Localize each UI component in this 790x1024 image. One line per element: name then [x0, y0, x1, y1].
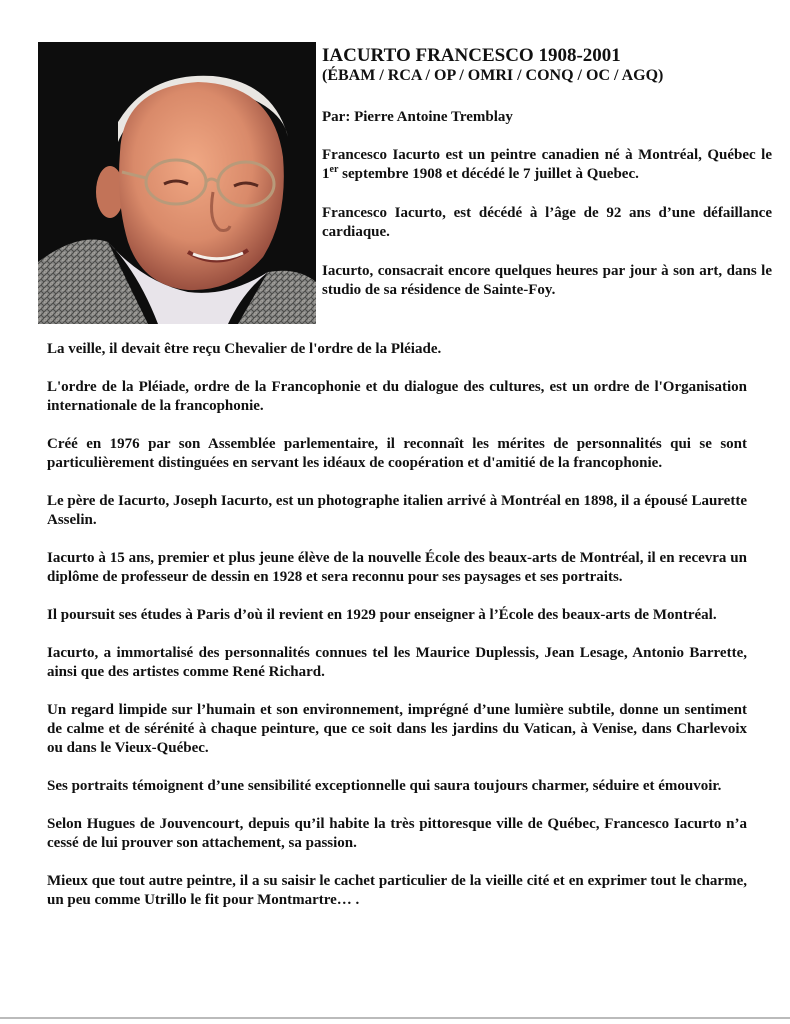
intro-text-1a: Francesco Iacurto est un peintre canadien né à Montréal, Québec le 1 — [322, 147, 772, 182]
paragraph: Un regard limpide sur l’humain et son environnement, imprégné d’une lumière subtile, donne un sentiment de calme et de sérénité à chaque peinture, que ce soit dans les jardins du Vatican, à Venise, dans Charlevoix ou dans le Vieux-Québec. — [47, 702, 747, 756]
intro-text-1b: septembre 1908 et décédé le 7 juillet à Quebec. — [338, 166, 639, 182]
paragraph: La veille, il devait être reçu Chevalier de l'ordre de la Pléiade. — [47, 341, 442, 357]
intro-paragraph-1 — [322, 146, 772, 184]
portrait-photo — [38, 42, 316, 324]
paragraph: Il poursuit ses études à Paris d’où il revient en 1929 pour enseigner à l’École des beaux-arts de Montréal. — [47, 607, 717, 623]
paragraph: Iacurto à 15 ans, premier et plus jeune élève de la nouvelle École des beaux-arts de Montréal, il en recevra un diplôme de professeur de dessin en 1928 et sera reconnu pour ses paysages et ses portraits. — [47, 550, 747, 585]
portrait-illustration — [38, 42, 316, 324]
paragraph: L'ordre de la Pléiade, ordre de la Francophonie et du dialogue des cultures, est un ordre de l'Organisation internationale de la francophonie. — [47, 379, 747, 414]
body-text — [47, 340, 747, 929]
paragraph: Ses portraits témoignent d’une sensibilité exceptionnelle qui saura toujours charmer, séduire et émouvoir. — [47, 778, 722, 794]
paragraph: Selon Hugues de Jouvencourt, depuis qu’il habite la très pittoresque ville de Québec, Francesco Iacurto n’a cessé de lui prouver son attachement, sa passion. — [47, 816, 747, 851]
intro-paragraph-2: Francesco Iacurto, est décédé à l’âge de 92 ans d’une défaillance cardiaque. — [322, 205, 772, 240]
paragraph: Iacurto, a immortalisé des personnalités connues tel les Maurice Duplessis, Jean Lesage, Antonio Barrette, ainsi que des artistes comme René Richard. — [47, 645, 747, 680]
intro-paragraph-3: Iacurto, consacrait encore quelques heures par jour à son art, dans le studio de sa résidence de Sainte-Foy. — [322, 263, 772, 298]
honours-subtitle: (ÉBAM / RCA / OP / OMRI / CONQ / OC / AGQ) — [322, 67, 664, 84]
ordinal-superscript: er — [329, 164, 339, 175]
paragraph: Mieux que tout autre peintre, il a su saisir le cachet particulier de la vieille cité et en exprimer tout le charme, un peu comme Utrillo le fit pour Montmartre… . — [47, 873, 747, 908]
paragraph: Créé en 1976 par son Assemblée parlementaire, il reconnaît les mérites de personnalités qui se sont particulièrement distinguées en servant les idéaux de coopération et d'amitié de la francophonie. — [47, 436, 747, 471]
page-bottom-edge — [0, 1017, 790, 1019]
header-block — [322, 46, 772, 300]
document-title: IACURTO FRANCESCO 1908-2001 — [322, 45, 621, 66]
paragraph: Le père de Iacurto, Joseph Iacurto, est un photographe italien arrivé à Montréal en 1898, il a épousé Laurette Asselin. — [47, 493, 747, 528]
author-byline: Par: Pierre Antoine Tremblay — [322, 109, 513, 125]
